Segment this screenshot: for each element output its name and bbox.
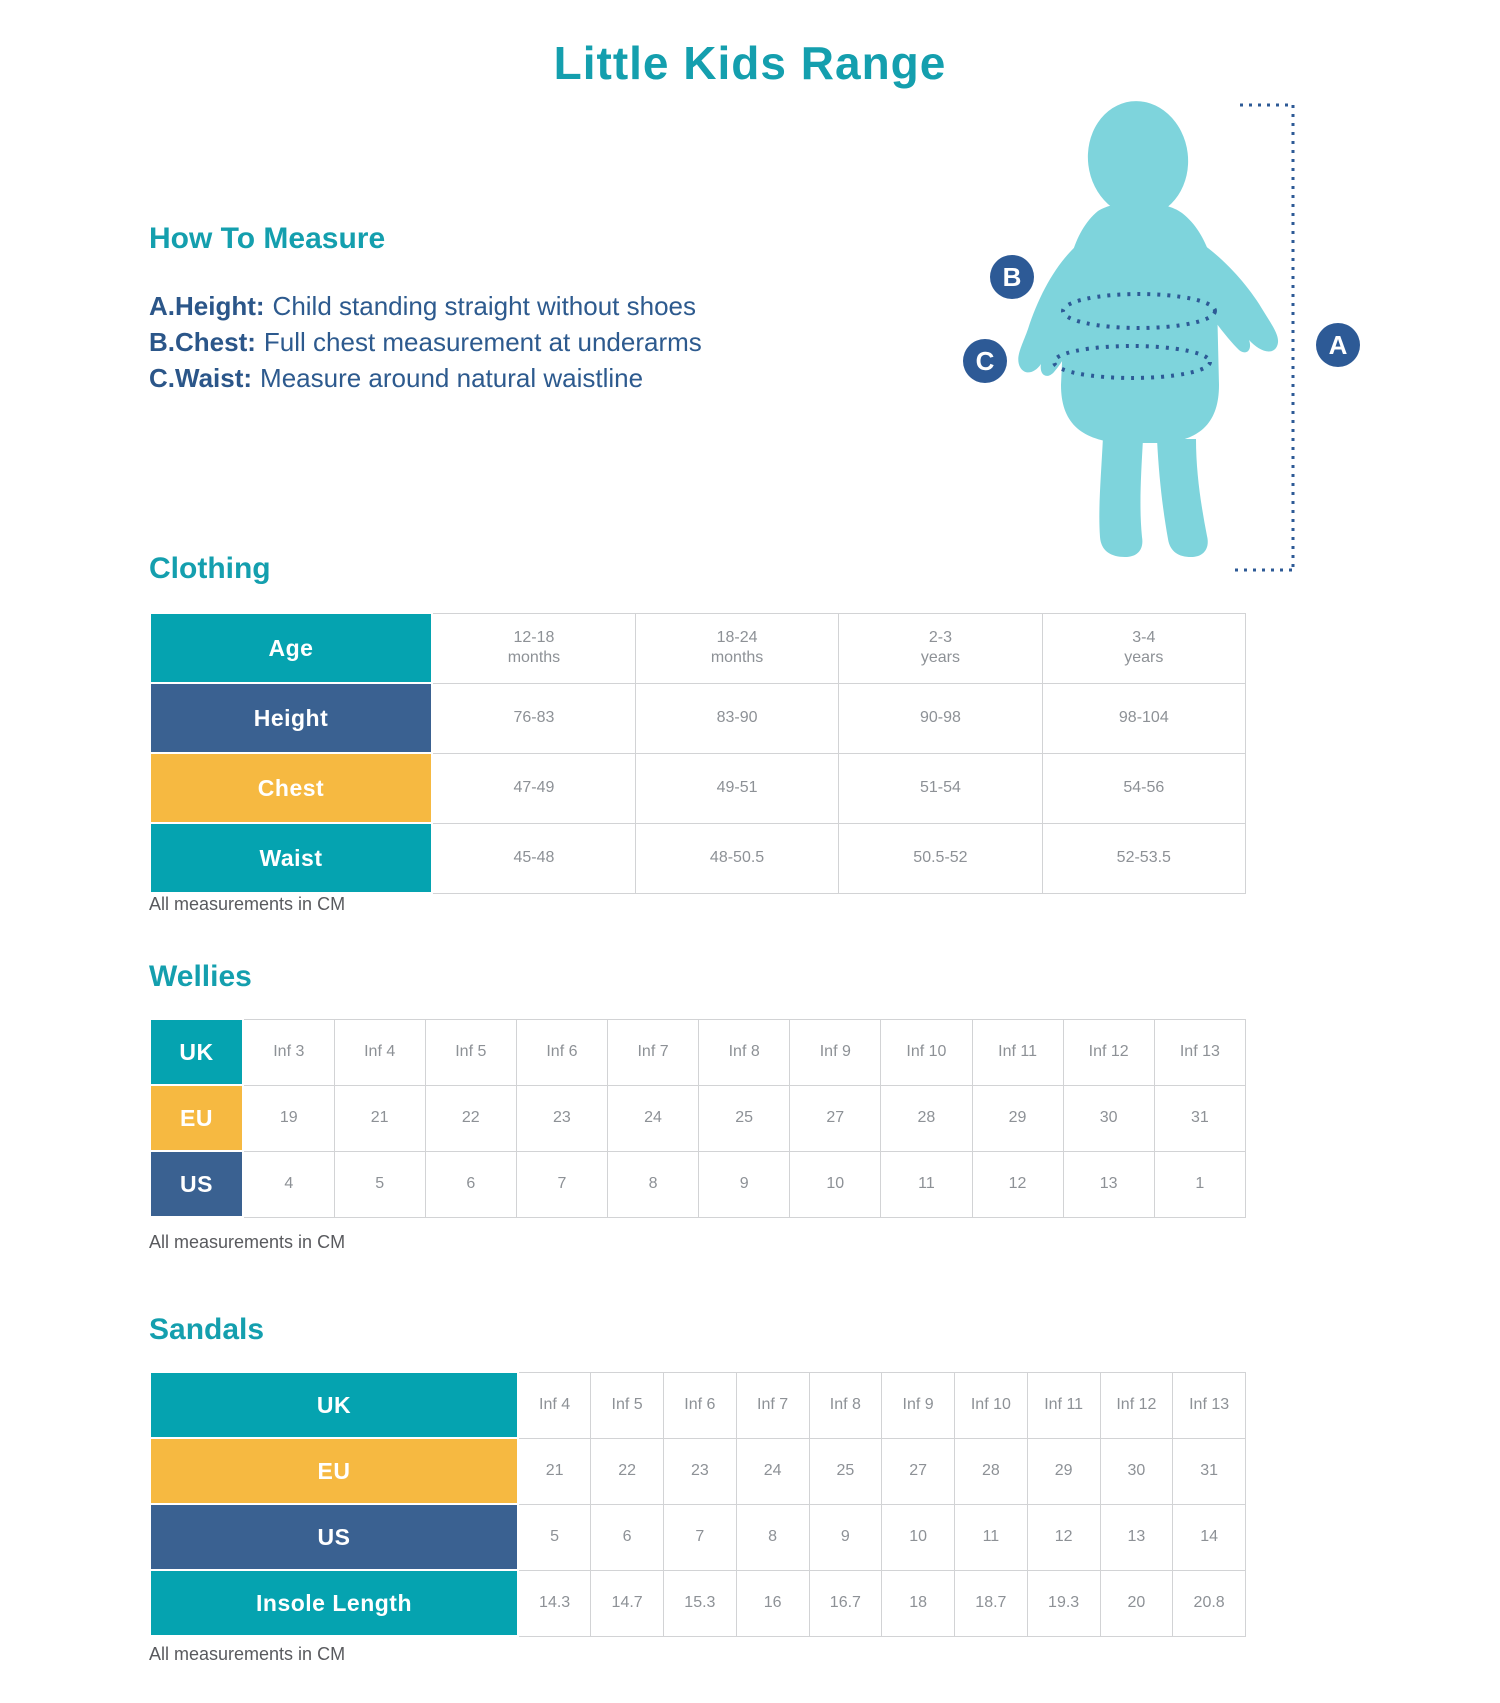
table-row [150, 1438, 1246, 1504]
table-cell: 14 [1173, 1504, 1246, 1570]
table-cell: Inf 8 [699, 1019, 790, 1085]
table-cell: 23 [664, 1438, 737, 1504]
table-row [150, 683, 1246, 753]
table-cell: 18 [882, 1570, 955, 1636]
height-badge: A [1316, 323, 1360, 367]
table-cell: 47-49 [432, 753, 635, 823]
row-header-eu: EU [150, 1438, 518, 1504]
table-row [150, 1504, 1246, 1570]
table-cell: 31 [1154, 1085, 1245, 1151]
table-cell: 3-4 years [1042, 613, 1245, 683]
row-header-chest: Chest [150, 753, 432, 823]
row-header-eu: EU [150, 1085, 243, 1151]
sandals-heading: Sandals [149, 1313, 265, 1346]
table-cell: Inf 13 [1154, 1019, 1245, 1085]
table-cell: 9 [699, 1151, 790, 1217]
table-cell: Inf 5 [425, 1019, 516, 1085]
table-cell: 90-98 [839, 683, 1042, 753]
table-cell: 45-48 [432, 823, 635, 893]
row-header-uk: UK [150, 1019, 243, 1085]
table-row [150, 823, 1246, 893]
wellies-table [149, 1018, 1246, 1218]
row-header-insole-length: Insole Length [150, 1570, 518, 1636]
measure-item-height [149, 288, 829, 324]
table-cell: 10 [882, 1504, 955, 1570]
table-cell: Inf 10 [955, 1372, 1028, 1438]
sandals-table [149, 1371, 1246, 1637]
table-cell: 28 [955, 1438, 1028, 1504]
table-cell: 31 [1173, 1438, 1246, 1504]
table-cell: 9 [809, 1504, 882, 1570]
table-cell: 7 [516, 1151, 607, 1217]
table-cell: 83-90 [635, 683, 838, 753]
table-cell: 30 [1100, 1438, 1173, 1504]
table-cell: 27 [790, 1085, 881, 1151]
table-cell: Inf 7 [608, 1019, 699, 1085]
row-header-us: US [150, 1504, 518, 1570]
measurement-figure [940, 85, 1390, 605]
table-cell: 21 [518, 1438, 591, 1504]
table-cell: 22 [425, 1085, 516, 1151]
table-cell: 19 [243, 1085, 334, 1151]
table-row [150, 1019, 1246, 1085]
row-header-us: US [150, 1151, 243, 1217]
table-cell: 20 [1100, 1570, 1173, 1636]
table-cell: 29 [972, 1085, 1063, 1151]
table-cell: 25 [699, 1085, 790, 1151]
table-cell: 7 [664, 1504, 737, 1570]
measure-item-waist [149, 360, 829, 396]
table-row [150, 1151, 1246, 1217]
chest-badge: B [990, 255, 1034, 299]
clothing-table [149, 612, 1246, 894]
table-cell: 52-53.5 [1042, 823, 1245, 893]
table-cell: 19.3 [1027, 1570, 1100, 1636]
table-cell: Inf 7 [736, 1372, 809, 1438]
table-cell: Inf 5 [591, 1372, 664, 1438]
table-cell: 51-54 [839, 753, 1042, 823]
table-cell: 16 [736, 1570, 809, 1636]
table-cell: 18-24 months [635, 613, 838, 683]
table-cell: 6 [591, 1504, 664, 1570]
table-cell: Inf 12 [1063, 1019, 1154, 1085]
table-cell: 24 [736, 1438, 809, 1504]
table-cell: 28 [881, 1085, 972, 1151]
table-cell: 11 [955, 1504, 1028, 1570]
table-row [150, 1372, 1246, 1438]
table-cell: 20.8 [1173, 1570, 1246, 1636]
clothing-heading: Clothing [149, 552, 271, 585]
table-cell: 23 [516, 1085, 607, 1151]
table-cell: 21 [334, 1085, 425, 1151]
measurement-note: All measurements in CM [149, 1644, 346, 1664]
table-cell: 8 [736, 1504, 809, 1570]
table-row [150, 1570, 1246, 1636]
table-cell: 27 [882, 1438, 955, 1504]
table-cell: 16.7 [809, 1570, 882, 1636]
row-header-waist: Waist [150, 823, 432, 893]
table-cell: 11 [881, 1151, 972, 1217]
table-cell: Inf 4 [518, 1372, 591, 1438]
table-cell: 14.3 [518, 1570, 591, 1636]
table-cell: Inf 11 [1027, 1372, 1100, 1438]
table-cell: 8 [608, 1151, 699, 1217]
table-cell: 48-50.5 [635, 823, 838, 893]
table-row [150, 613, 1246, 683]
measure-label: B.Chest: [149, 327, 256, 357]
measurement-note: All measurements in CM [149, 894, 346, 914]
measure-text: Full chest measurement at underarms [263, 327, 702, 357]
waist-badge: C [963, 339, 1007, 383]
row-header-height: Height [150, 683, 432, 753]
table-cell: 1 [1154, 1151, 1245, 1217]
table-cell: 22 [591, 1438, 664, 1504]
measure-text: Measure around natural waistline [260, 363, 644, 393]
table-cell: 5 [334, 1151, 425, 1217]
table-row [150, 753, 1246, 823]
page-title: Little Kids Range [553, 37, 947, 89]
measure-text: Child standing straight without shoes [272, 291, 697, 321]
table-cell: Inf 6 [664, 1372, 737, 1438]
table-cell: Inf 8 [809, 1372, 882, 1438]
table-cell: Inf 3 [243, 1019, 334, 1085]
table-cell: 54-56 [1042, 753, 1245, 823]
table-cell: 10 [790, 1151, 881, 1217]
measure-label: A.Height: [149, 291, 265, 321]
table-cell: 4 [243, 1151, 334, 1217]
table-row [150, 1085, 1246, 1151]
table-cell: Inf 12 [1100, 1372, 1173, 1438]
table-cell: Inf 10 [881, 1019, 972, 1085]
table-cell: 98-104 [1042, 683, 1245, 753]
table-cell: 15.3 [664, 1570, 737, 1636]
table-cell: 12 [1027, 1504, 1100, 1570]
table-cell: 13 [1100, 1504, 1173, 1570]
row-header-uk: UK [150, 1372, 518, 1438]
table-cell: Inf 4 [334, 1019, 425, 1085]
table-cell: 14.7 [591, 1570, 664, 1636]
table-cell: 24 [608, 1085, 699, 1151]
wellies-heading: Wellies [149, 960, 252, 993]
table-cell: 50.5-52 [839, 823, 1042, 893]
measure-label: C.Waist: [149, 363, 253, 393]
table-cell: Inf 13 [1173, 1372, 1246, 1438]
table-cell: 12-18 months [432, 613, 635, 683]
measure-item-chest [149, 324, 829, 360]
table-cell: 30 [1063, 1085, 1154, 1151]
table-cell: Inf 9 [882, 1372, 955, 1438]
table-cell: Inf 9 [790, 1019, 881, 1085]
table-cell: 18.7 [955, 1570, 1028, 1636]
table-cell: 25 [809, 1438, 882, 1504]
how-to-measure-section [149, 222, 829, 396]
row-header-age: Age [150, 613, 432, 683]
table-cell: Inf 6 [516, 1019, 607, 1085]
how-to-measure-heading: How To Measure [149, 222, 386, 255]
table-cell: 12 [972, 1151, 1063, 1217]
table-cell: 29 [1027, 1438, 1100, 1504]
table-cell: 6 [425, 1151, 516, 1217]
table-cell: Inf 11 [972, 1019, 1063, 1085]
table-cell: 13 [1063, 1151, 1154, 1217]
table-cell: 2-3 years [839, 613, 1042, 683]
measurement-note: All measurements in CM [149, 1232, 346, 1252]
table-cell: 5 [518, 1504, 591, 1570]
table-cell: 76-83 [432, 683, 635, 753]
table-cell: 49-51 [635, 753, 838, 823]
